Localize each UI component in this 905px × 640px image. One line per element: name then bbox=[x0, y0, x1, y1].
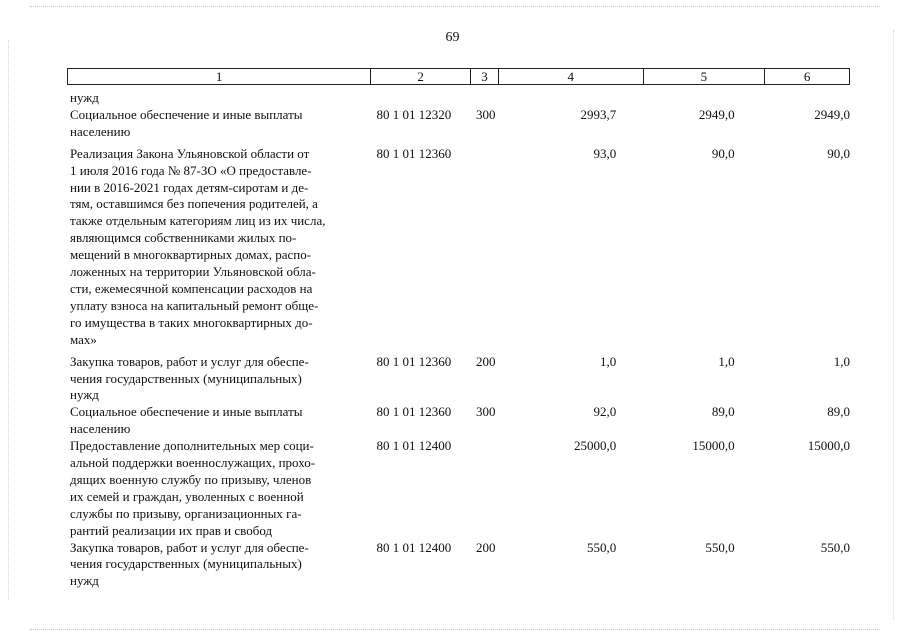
row-value-3: 2949,0 bbox=[814, 106, 850, 122]
row-value-3: 89,0 bbox=[827, 404, 850, 420]
row-code: 80 1 01 12400 bbox=[376, 539, 452, 555]
row-value-1: 2993,7 bbox=[580, 106, 617, 122]
row-code: 80 1 01 12360 bbox=[376, 404, 452, 420]
row-name: Предоставление дополнительных мер соци- альной поддержки военнослужащих, прохо- дящих военную службу по призыву, членов их семей и граждан, уволенных с военной службы по призыву, организационных га- рантий реализации их прав и свобод bbox=[70, 438, 316, 538]
row-value-2: 89,0 bbox=[711, 404, 735, 420]
table-row bbox=[70, 540, 850, 591]
header-col-1: 1 bbox=[68, 69, 371, 84]
row-value-3: 15000,0 bbox=[807, 438, 850, 454]
row-value-1: 92,0 bbox=[593, 404, 617, 420]
table-row bbox=[70, 404, 850, 438]
header-col-2: 2 bbox=[371, 69, 471, 84]
scan-edge-left bbox=[8, 40, 10, 600]
row-name: Закупка товаров, работ и услуг для обеспе- чения государственных (муниципальных) нужд bbox=[70, 539, 309, 589]
row-value-1: 550,0 bbox=[586, 539, 617, 555]
row-code: 80 1 01 12360 bbox=[376, 353, 452, 369]
row-value-1: 1,0 bbox=[599, 353, 617, 369]
row-value-2: 90,0 bbox=[711, 145, 735, 161]
header-col-4: 4 bbox=[499, 69, 644, 84]
row-value-1: 93,0 bbox=[593, 145, 617, 161]
scan-edge-top bbox=[30, 6, 880, 8]
row-vr: 300 bbox=[475, 106, 496, 122]
table-row bbox=[70, 107, 850, 141]
row-name: Социальное обеспечение и иные выплаты населению bbox=[70, 106, 303, 139]
table-row bbox=[70, 146, 850, 349]
row-vr: 200 bbox=[475, 353, 496, 369]
header-col-3: 3 bbox=[471, 69, 499, 84]
table-body bbox=[70, 90, 850, 590]
header-col-5: 5 bbox=[644, 69, 766, 84]
row-value-3: 1,0 bbox=[833, 353, 850, 369]
row-value-2: 1,0 bbox=[718, 353, 735, 369]
row-value-3: 550,0 bbox=[820, 539, 850, 555]
row-code: 80 1 01 12320 bbox=[376, 106, 452, 122]
row-name: Закупка товаров, работ и услуг для обеспе- чения государственных (муниципальных) нужд bbox=[70, 353, 309, 403]
row-name: Социальное обеспечение и иные выплаты населению bbox=[70, 404, 303, 437]
row-vr: 200 bbox=[475, 539, 496, 555]
table-row bbox=[70, 354, 850, 405]
row-name: нужд bbox=[70, 90, 99, 105]
row-vr: 300 bbox=[475, 404, 496, 420]
row-value-1: 25000,0 bbox=[573, 438, 617, 454]
row-code: 80 1 01 12360 bbox=[376, 145, 452, 161]
table-header bbox=[67, 68, 850, 85]
row-name: Реализация Закона Ульяновской области от 1 июля 2016 года № 87-ЗО «О предоставле- нии в 2016-2021 годах детям-сиротам и де- тям, оставшимся без попечения родителей, а также отдельным категориям лиц из их числа, являющимся собственниками жилых по- мещений в многоквартирных домах, распо- ложенных на территории Ульяновской обла- сти, ежемесячной компенсации расходов на уплату взноса на капитальный ремонт обще- го имущества в таких многоквартирных до- мах» bbox=[70, 145, 326, 347]
row-value-3: 90,0 bbox=[827, 145, 850, 161]
row-value-2: 2949,0 bbox=[698, 106, 735, 122]
row-value-2: 15000,0 bbox=[692, 438, 735, 454]
table-row bbox=[70, 438, 850, 539]
scan-edge-bottom bbox=[30, 629, 880, 631]
row-code: 80 1 01 12400 bbox=[376, 438, 452, 454]
page-number: 69 bbox=[445, 30, 460, 45]
table-row bbox=[70, 90, 850, 107]
scan-edge-right bbox=[893, 30, 895, 620]
header-col-6: 6 bbox=[803, 69, 811, 84]
row-value-2: 550,0 bbox=[705, 539, 735, 555]
